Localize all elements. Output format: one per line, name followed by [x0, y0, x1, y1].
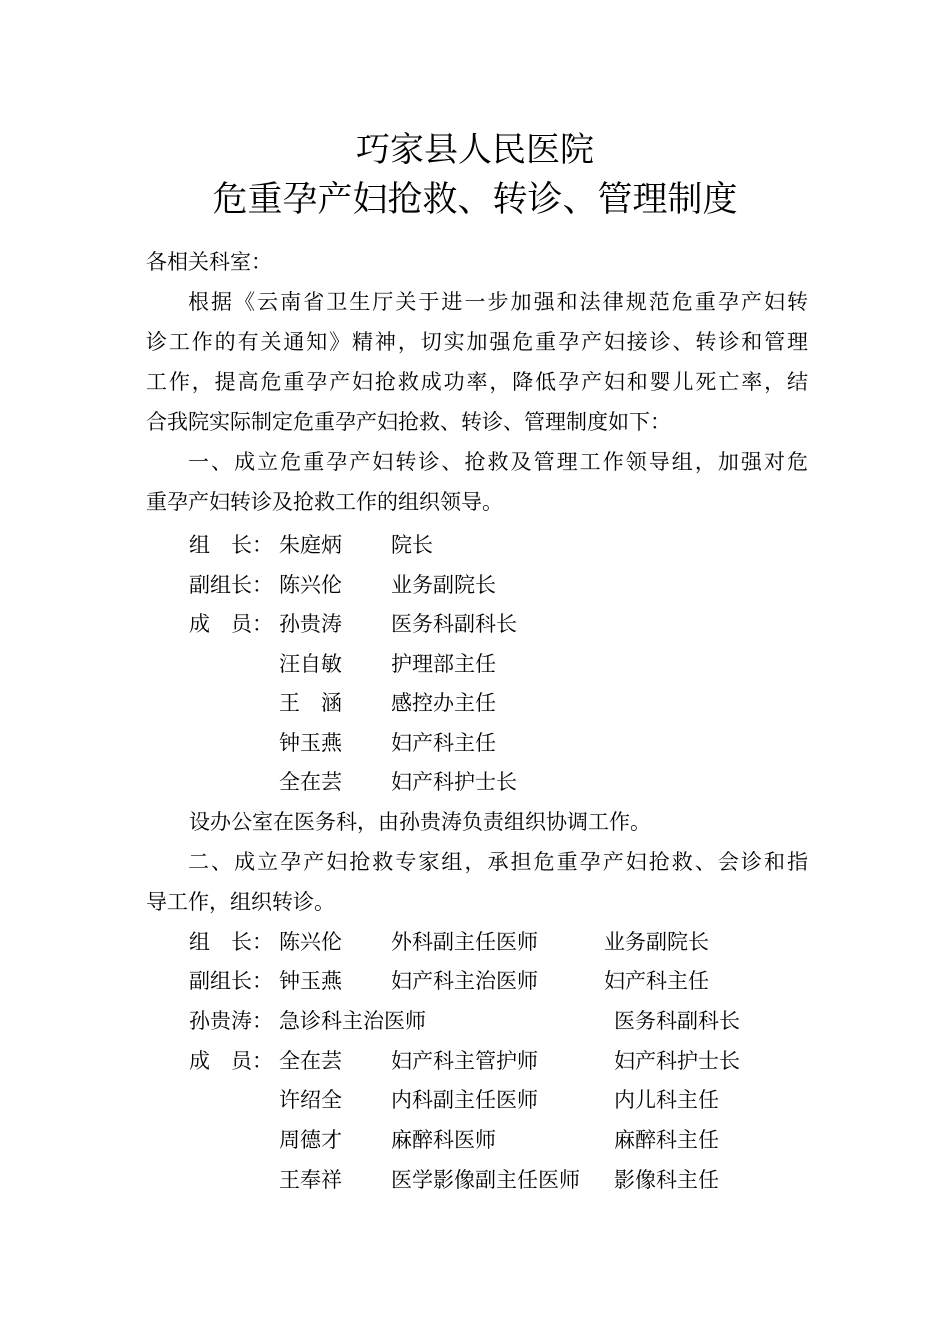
member-name: 朱庭炳 — [279, 533, 342, 557]
intro-line-3: 工作，提高危重孕产妇抢救成功率，降低孕产妇和婴儿死亡率，结 — [146, 370, 808, 394]
member-name: 汪自敏 — [279, 652, 342, 676]
group1-row — [0, 530, 950, 560]
member-name: 周德才 — [279, 1128, 342, 1152]
office-line: 设办公室在医务科，由孙贵涛负责组织协调工作。 — [189, 810, 651, 834]
group1-row — [0, 767, 950, 797]
member-post: 医务科副科长 — [614, 1009, 740, 1033]
member-title: 内科副主任医师 — [391, 1088, 538, 1112]
group1-row — [0, 688, 950, 718]
member-post: 妇产科主任 — [604, 969, 709, 993]
member-title: 麻醉科医师 — [391, 1128, 496, 1152]
member-name: 孙贵涛 — [279, 612, 342, 636]
member-title: 急诊科主治医师 — [279, 1009, 426, 1033]
section1-line-1: 一、成立危重孕产妇转诊、抢救及管理工作领导组，加强对危 — [188, 450, 808, 474]
group1-row — [0, 570, 950, 600]
role-label: 组 长： — [189, 533, 273, 557]
group1-row — [0, 649, 950, 679]
group2-row — [0, 1165, 950, 1195]
member-post: 影像科主任 — [614, 1168, 719, 1192]
member-name: 全在芸 — [279, 770, 342, 794]
member-title: 外科副主任医师 — [391, 930, 538, 954]
member-title: 妇产科主任 — [391, 731, 496, 755]
group2-row — [0, 966, 950, 996]
section2-line-1: 二、成立孕产妇抢救专家组，承担危重孕产妇抢救、会诊和指 — [188, 850, 808, 874]
member-title: 妇产科主治医师 — [391, 969, 538, 993]
intro-line-1: 根据《云南省卫生厅关于进一步加强和法律规范危重孕产妇转 — [188, 290, 808, 314]
member-name: 王奉祥 — [279, 1168, 342, 1192]
section1-line-2: 重孕产妇转诊及抢救工作的组织领导。 — [146, 490, 503, 514]
section2-line-2: 导工作，组织转诊。 — [146, 890, 335, 914]
member-name: 全在芸 — [279, 1049, 342, 1073]
member-title: 妇产科护士长 — [391, 770, 517, 794]
document-title: 危重孕产妇抢救、转诊、管理制度 — [212, 180, 738, 220]
group2-row — [0, 1125, 950, 1155]
salutation: 各相关科室： — [146, 250, 272, 274]
member-title: 医学影像副主任医师 — [391, 1168, 580, 1192]
group2-row — [0, 1085, 950, 1115]
member-post: 业务副院长 — [604, 930, 709, 954]
intro-line-4: 合我院实际制定危重孕产妇抢救、转诊、管理制度如下： — [146, 410, 671, 434]
group1-row — [0, 728, 950, 758]
member-name: 陈兴伦 — [279, 573, 342, 597]
member-title: 感控办主任 — [391, 691, 496, 715]
member-name: 王 涵 — [279, 691, 342, 715]
member-post: 内儿科主任 — [614, 1088, 719, 1112]
intro-line-2: 诊工作的有关通知》精神，切实加强危重孕产妇接诊、转诊和管理 — [146, 330, 808, 354]
member-title: 护理部主任 — [391, 652, 496, 676]
group2-row — [0, 1046, 950, 1076]
member-name: 钟玉燕 — [279, 969, 342, 993]
role-label: 成 员： — [189, 1049, 273, 1073]
member-title: 院长 — [391, 533, 433, 557]
member-name: 钟玉燕 — [279, 731, 342, 755]
member-post: 麻醉科主任 — [614, 1128, 719, 1152]
role-label: 成 员： — [189, 612, 273, 636]
member-name: 陈兴伦 — [279, 930, 342, 954]
member-title: 妇产科主管护师 — [391, 1049, 538, 1073]
group1-row — [0, 609, 950, 639]
role-label: 孙贵涛： — [189, 1009, 273, 1033]
member-title: 业务副院长 — [391, 573, 496, 597]
role-label: 副组长： — [189, 969, 273, 993]
hospital-title: 巧家县人民医院 — [356, 130, 594, 170]
member-name: 许绍全 — [279, 1088, 342, 1112]
role-label: 组 长： — [189, 930, 273, 954]
member-post: 妇产科护士长 — [614, 1049, 740, 1073]
group2-row — [0, 1006, 950, 1036]
member-title: 医务科副科长 — [391, 612, 517, 636]
role-label: 副组长： — [189, 573, 273, 597]
group2-row — [0, 927, 950, 957]
